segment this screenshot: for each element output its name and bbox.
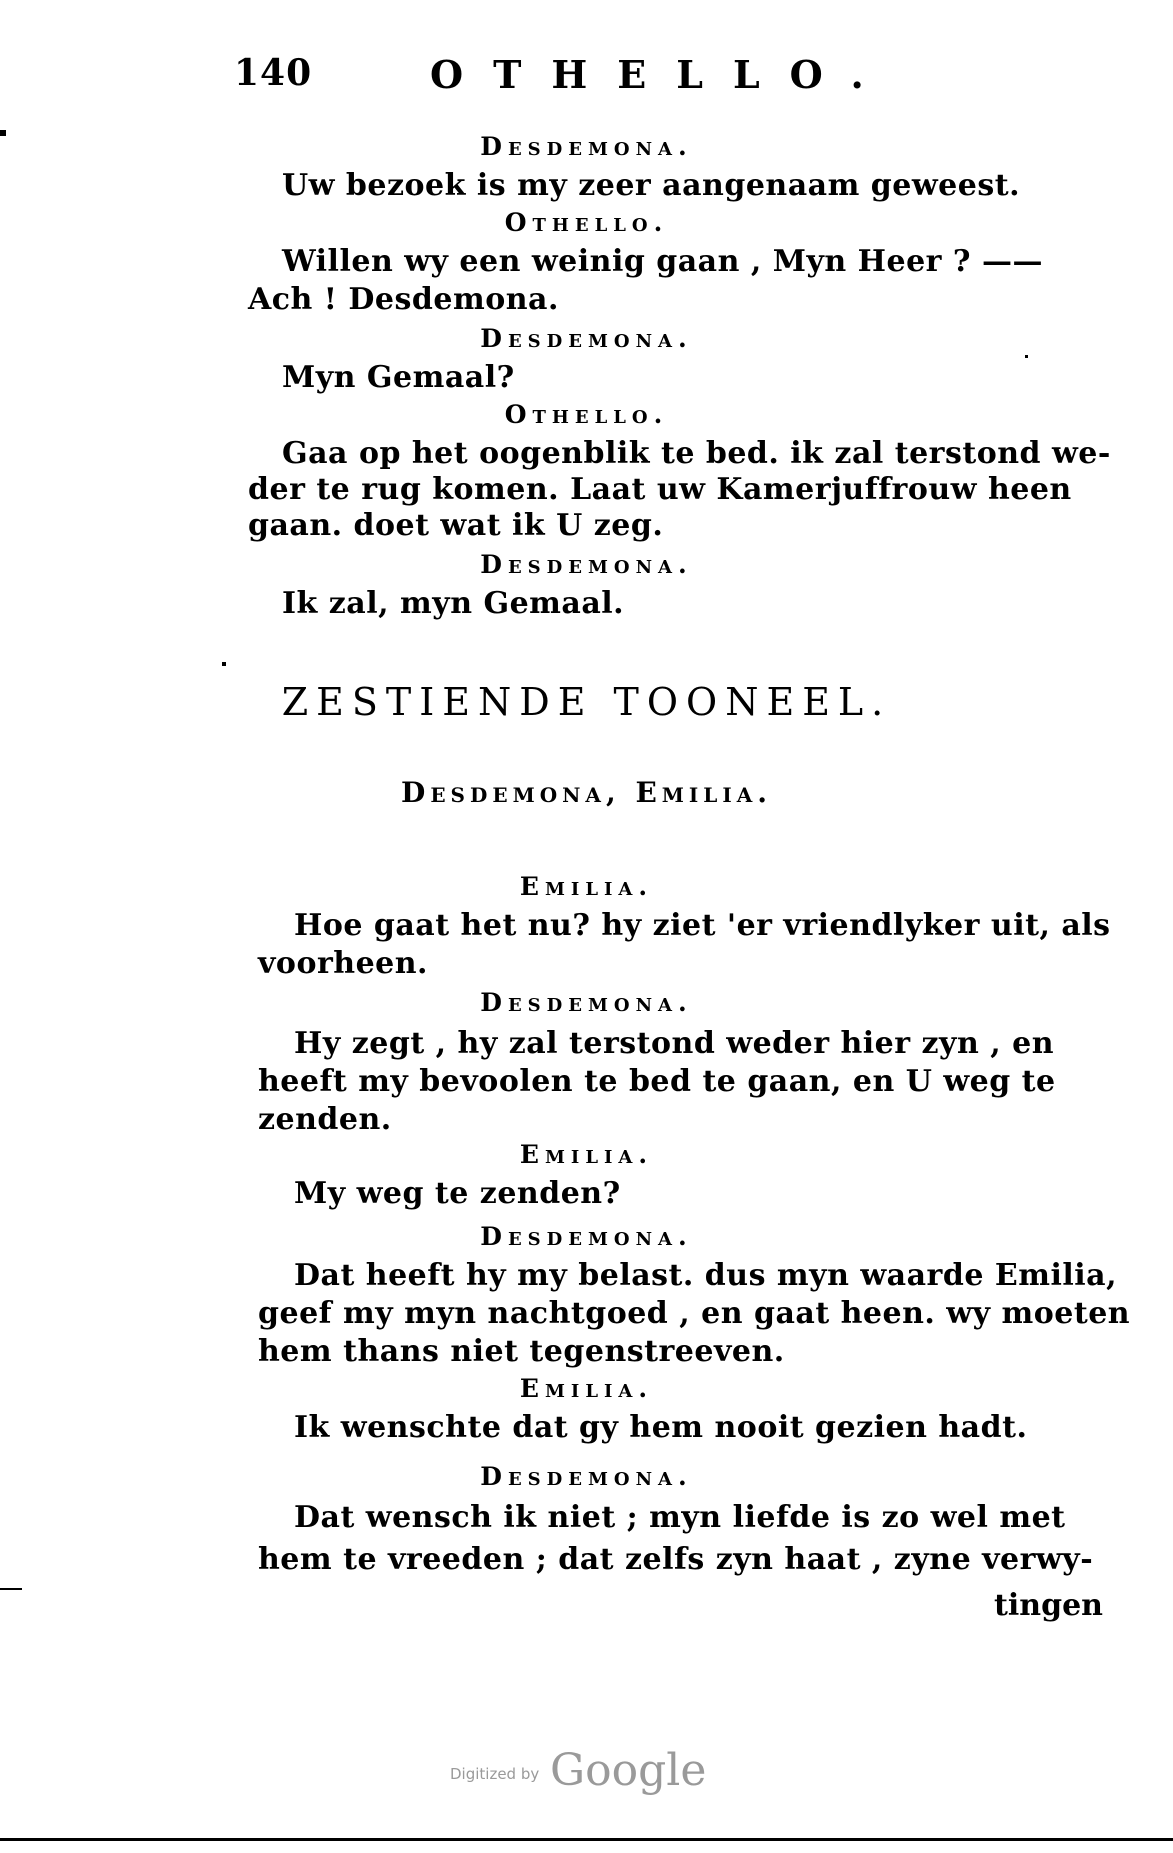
scan-speck (0, 130, 6, 136)
scan-speck (1025, 355, 1028, 358)
dialogue-line: zenden. (258, 1102, 392, 1137)
google-logo: Google (550, 1745, 707, 1796)
speaker-heading: Othello. (504, 400, 669, 429)
dialogue-line: Ik wenschte dat gy hem nooit gezien hadt. (294, 1410, 1028, 1445)
dialogue-line: Dat wensch ik niet ; myn liefde is zo wel met (294, 1500, 1066, 1535)
scene-cast: Desdemona, Emilia. (401, 776, 772, 809)
dialogue-line: voorheen. (258, 946, 428, 981)
dialogue-line: Myn Gemaal? (282, 360, 515, 395)
speaker-heading: Desdemona. (480, 324, 693, 353)
dialogue-line: heeft my bevoolen te bed te gaan, en U weg te (258, 1064, 1056, 1099)
catchword: tingen (994, 1588, 1103, 1623)
scan-speck (222, 662, 226, 666)
speaker-heading: Desdemona. (480, 1462, 693, 1491)
dialogue-line: Ach ! Desdemona. (248, 282, 559, 317)
dialogue-line: geef my myn nachtgoed , en gaat heen. wy moeten (258, 1296, 1131, 1331)
dialogue-line: hem te vreeden ; dat zelfs zyn haat , zyne verwy- (258, 1542, 1094, 1577)
speaker-heading: Desdemona. (480, 132, 693, 161)
dialogue-line: Gaa op het oogenblik te bed. ik zal terstond we- (282, 436, 1111, 471)
digitized-label: Digitized by (450, 1765, 540, 1783)
dialogue-line: hem thans niet tegenstreeven. (258, 1334, 785, 1369)
dialogue-line: Uw bezoek is my zeer aangenaam geweest. (282, 168, 1021, 203)
scene-title: ZESTIENDE TOONEEL. (281, 680, 892, 724)
speaker-heading: Desdemona. (480, 1222, 693, 1251)
page-header (234, 52, 914, 104)
dialogue-line: Ik zal, myn Gemaal. (282, 586, 625, 621)
running-title: OTHELLO. (430, 52, 894, 97)
digitized-footer (450, 1745, 750, 1805)
speaker-heading: Desdemona. (480, 988, 693, 1017)
dialogue-line: gaan. doet wat ik U zeg. (248, 508, 664, 543)
page-number: 140 (234, 52, 313, 94)
scan-speck (0, 1588, 22, 1590)
dialogue-line: der te rug komen. Laat uw Kamerjuffrouw heen (248, 472, 1072, 507)
speaker-heading: Emilia. (519, 1140, 654, 1169)
dialogue-line: Dat heeft hy my belast. dus myn waarde Emilia, (294, 1258, 1118, 1293)
page-edge-line (0, 1838, 1173, 1841)
dialogue-line: Willen wy een weinig gaan , Myn Heer ? —— (282, 244, 1043, 279)
speaker-heading: Emilia. (519, 1374, 654, 1403)
dialogue-line: Hoe gaat het nu? hy ziet 'er vriendlyker uit, als (294, 908, 1111, 943)
dialogue-line: My weg te zenden? (294, 1176, 621, 1211)
speaker-heading: Emilia. (519, 872, 654, 901)
speaker-heading: Othello. (504, 208, 669, 237)
dialogue-line: Hy zegt , hy zal terstond weder hier zyn , en (294, 1026, 1055, 1061)
speaker-heading: Desdemona. (480, 550, 693, 579)
